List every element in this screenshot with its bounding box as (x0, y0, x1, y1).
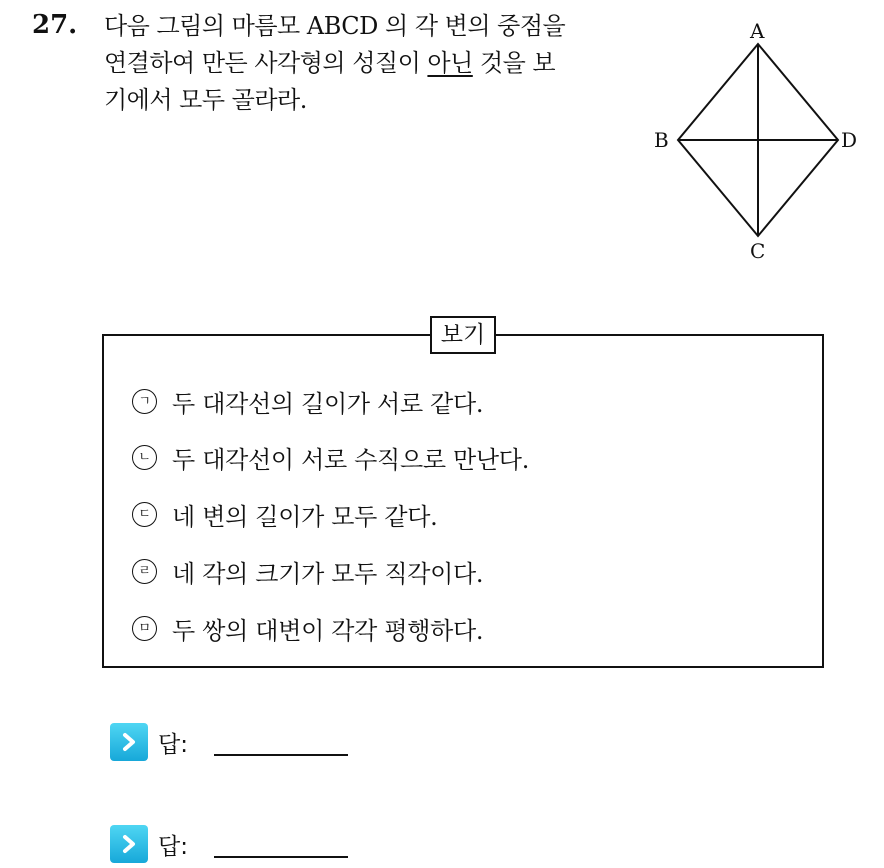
choice-marker: ㄱ (132, 389, 157, 414)
underlined-word: 아닌 (427, 49, 473, 77)
answer-blank[interactable] (214, 754, 348, 756)
chevron-right-icon (110, 723, 148, 761)
choice-marker: ㄷ (132, 502, 157, 527)
answer-label: 답: (158, 833, 188, 860)
question-line-2-end: 것을 보 (479, 49, 556, 77)
answer-row (110, 824, 188, 864)
answer-blank[interactable] (214, 856, 348, 858)
choice-marker: ㅁ (132, 616, 157, 641)
rhombus-diagram (648, 18, 868, 268)
choice-text: 네 각의 크기가 모두 직각이다. (172, 559, 484, 588)
choice-marker: ㄹ (132, 559, 157, 584)
choice-item (132, 496, 437, 532)
vertex-label-a: A (750, 19, 765, 43)
choice-box-title: 보기 (430, 316, 496, 354)
question-line-2 (104, 45, 634, 82)
question-line-2-start: 연결하여 만든 사각형의 성질이 (104, 49, 421, 77)
choice-text: 두 대각선의 길이가 서로 같다. (172, 389, 484, 418)
question-line-3: 기에서 모두 골라라. (104, 86, 307, 114)
question-line-1: 다음 그림의 마름모 ABCD 의 각 변의 중점을 (104, 12, 566, 40)
chevron-right-icon (110, 825, 148, 863)
vertex-label-b: B (654, 128, 669, 152)
vertex-label-c: C (750, 239, 766, 263)
choice-marker: ㄴ (132, 445, 157, 470)
vertex-label-d: D (841, 128, 858, 152)
choice-item (132, 439, 529, 475)
choice-item (132, 383, 483, 419)
answer-row (110, 722, 188, 762)
choice-text: 네 변의 길이가 모두 같다. (172, 502, 438, 531)
question-number: 27. (32, 10, 78, 40)
question-text (104, 8, 634, 119)
choice-item (132, 610, 483, 646)
rhombus-figure (648, 18, 868, 268)
choice-text: 두 대각선이 서로 수직으로 만난다. (172, 445, 530, 474)
answer-label: 답: (158, 731, 188, 758)
choice-text: 두 쌍의 대변이 각각 평행하다. (172, 616, 484, 645)
choice-item (132, 553, 483, 589)
